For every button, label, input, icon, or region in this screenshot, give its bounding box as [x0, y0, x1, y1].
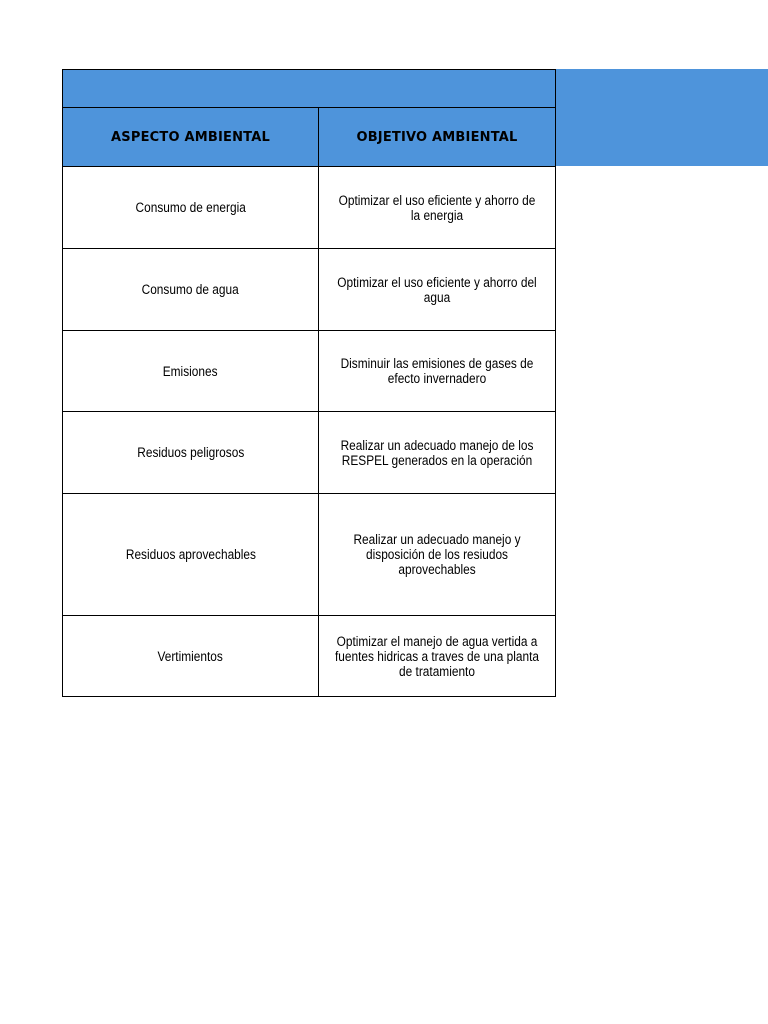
table-title-row — [63, 70, 556, 108]
objective-cell — [319, 167, 556, 249]
objective-text: Optimizar el uso eficiente y ahorro del agua — [337, 274, 537, 305]
aspect-cell — [63, 249, 319, 331]
aspect-cell — [63, 412, 319, 494]
objective-cell — [319, 616, 556, 697]
header-objetivo-ambiental: OBJETIVO AMBIENTAL — [319, 108, 556, 167]
aspect-text: Vertimientos — [157, 648, 224, 664]
objective-text: Optimizar el uso eficiente y ahorro de la energia — [338, 192, 536, 223]
header-aspecto-ambiental: ASPECTO AMBIENTAL — [63, 108, 319, 167]
objective-cell — [319, 412, 556, 494]
aspect-cell — [63, 616, 319, 697]
header-fill-band — [554, 69, 768, 166]
objective-text: Disminuir las emisiones de gases de efecto invernadero — [340, 356, 534, 386]
table-row — [63, 167, 556, 249]
objective-cell — [319, 494, 556, 616]
environmental-objectives-table — [62, 69, 556, 697]
table-title-cell — [63, 70, 556, 108]
aspect-cell — [63, 494, 319, 616]
table-row — [63, 249, 556, 331]
aspect-text: Consumo de agua — [141, 282, 240, 297]
table-header-row — [63, 108, 556, 167]
aspect-text: Emisiones — [163, 363, 218, 379]
table-row — [63, 616, 556, 697]
aspect-text: Residuos peligrosos — [136, 445, 244, 460]
objective-text: Optimizar el manejo de agua vertida a fuentes hidricas a traves de una planta de tratamiento — [334, 633, 540, 679]
aspect-cell — [63, 167, 319, 249]
aspect-text: Residuos aprovechables — [125, 547, 256, 562]
table-row — [63, 412, 556, 494]
objective-cell — [319, 331, 556, 412]
table-row — [63, 494, 556, 616]
objective-text: Realizar un adecuado manejo de los RESPEL generados en la operación — [340, 437, 534, 468]
table-row — [63, 331, 556, 412]
aspect-text: Consumo de energia — [135, 200, 246, 215]
objective-text: Realizar un adecuado manejo y disposición de los resiudos aprovechables — [353, 532, 521, 577]
aspect-cell — [63, 331, 319, 412]
objective-cell — [319, 249, 556, 331]
